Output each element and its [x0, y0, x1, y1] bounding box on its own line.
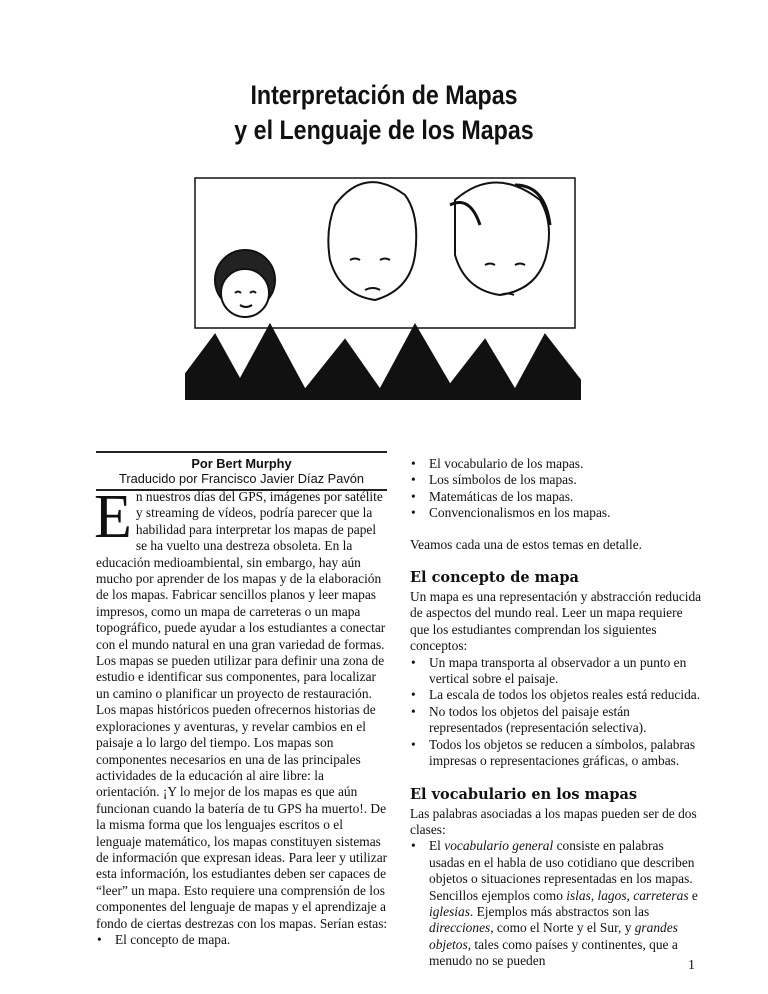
- italic-term: direcciones: [429, 920, 491, 936]
- text: El: [429, 838, 445, 854]
- skills-list: [96, 932, 389, 948]
- title-line-1: Interpretación de Mapas: [250, 80, 518, 110]
- italic-term: islas: [566, 887, 591, 903]
- italic-term: carreteras: [633, 887, 689, 903]
- vocab-list: [410, 838, 702, 969]
- text: , tales como países y continentes, que a menudo no se pueden: [429, 936, 678, 969]
- page-number: 1: [688, 958, 695, 973]
- list-item: • Matemáticas de los mapas.: [410, 489, 702, 505]
- list-item: • El concepto de mapa.: [96, 932, 389, 948]
- section-heading-vocabulary: El vocabulario en los mapas: [410, 785, 638, 803]
- right-column: [410, 456, 702, 970]
- text: , como el Norte y el Sur, y: [490, 920, 635, 936]
- italic-term: grandes objetos: [429, 920, 678, 952]
- drop-cap: E: [94, 483, 132, 551]
- text: ,: [626, 887, 634, 903]
- translator: Traducido por Francisco Javier Díaz Pavón: [119, 471, 364, 486]
- topics-outro: Veamos cada una de estos temas en detalle.: [410, 536, 643, 552]
- list-item: • Un mapa transporta al observador a un punto en vertical sobre el paisaje.: [410, 655, 702, 688]
- list-item: • No todos los objetos del paisaje están representados (representación selectiva).: [410, 704, 702, 737]
- text: . Ejemplos más abstractos son las: [469, 903, 650, 919]
- vocab-paragraph: Las palabras asociadas a los mapas pueden ser de dos clases:: [410, 805, 697, 837]
- list-item: • Convencionalismos en los mapas.: [410, 505, 702, 521]
- left-column: [94, 483, 389, 948]
- italic-term: lagos: [597, 887, 627, 903]
- italic-term: iglesias: [429, 903, 470, 919]
- author: Por Bert Murphy: [191, 456, 292, 471]
- list-item: • Los símbolos de los mapas.: [410, 472, 702, 488]
- title-line-2: y el Lenguaje de los Mapas: [234, 115, 534, 145]
- text: e: [688, 887, 698, 903]
- text: consiste en palabras usadas en el habla de uso cotidiano que describen objetos o situaciones representadas en los mapas. Sencillos ejemplos como: [429, 838, 695, 903]
- concept-paragraph: Un mapa es una representación y abstracción reducida de aspectos del mundo real. Leer un mapa requiere que los estudiantes comprendan los siguientes conceptos:: [410, 589, 702, 654]
- section-heading-concept: El concepto de mapa: [410, 569, 579, 587]
- italic-term: vocabulario general: [444, 838, 554, 854]
- byline: [96, 451, 387, 491]
- topics-list: [410, 456, 702, 522]
- list-item: [410, 838, 702, 969]
- list-item: • Todos los objetos se reducen a símbolos, palabras impresas o representaciones gráficas, o ambas.: [410, 737, 702, 770]
- illustration-children-with-map: [185, 175, 585, 400]
- list-item: • El vocabulario de los mapas.: [410, 456, 702, 472]
- text: ,: [590, 887, 598, 903]
- intro-paragraph: [94, 483, 389, 932]
- intro-text: n nuestros días del GPS, imágenes por satélite y streaming de vídeos, podría parecer que la habilidad para interpretar los mapas de papel se ha vuelto una destreza obsoleta. En la educación medioambiental, sin embargo, hay aún mucho por aprender de los mapas y de la elaboración de los mapas. Fabricar sencillos planos y leer mapas impresos, como un mapa de carreteras o un mapa topográfico, puede ayudar a los estudiantes a conectar con el mundo natural en una gran variedad de formas. Los mapas se pueden utilizar para definir una zona de estudio e identificar sus componentes, para localizar un camino o planificar un proyecto de restauración. Los mapas históricos pueden ofrecernos historias de exploraciones y aventuras, y revelar cambios en el paisaje a lo largo del tiempo. Los mapas son componentes necesarios en una de las principales actividades de la educación al aire libre: la orientación. ¡Y lo mejor de los mapas es que aún funcionan cuando la batería de tu GPS ha muerto!. De la misma forma que los lenguajes escritos o el lenguaje matemático, los mapas constituyen sistemas de información que expresan ideas. Para leer y utilizar esta información, los estudiantes deben ser capaces de “leer” un mapa. Esto requiere una comprensión de los componentes del lenguaje de mapas y el aprendizaje a fondo de ciertas destrezas con los mapas. Serían estas:: [96, 489, 388, 931]
- list-item: • La escala de todos los objetos reales está reducida.: [410, 687, 702, 703]
- concept-list: [410, 655, 702, 770]
